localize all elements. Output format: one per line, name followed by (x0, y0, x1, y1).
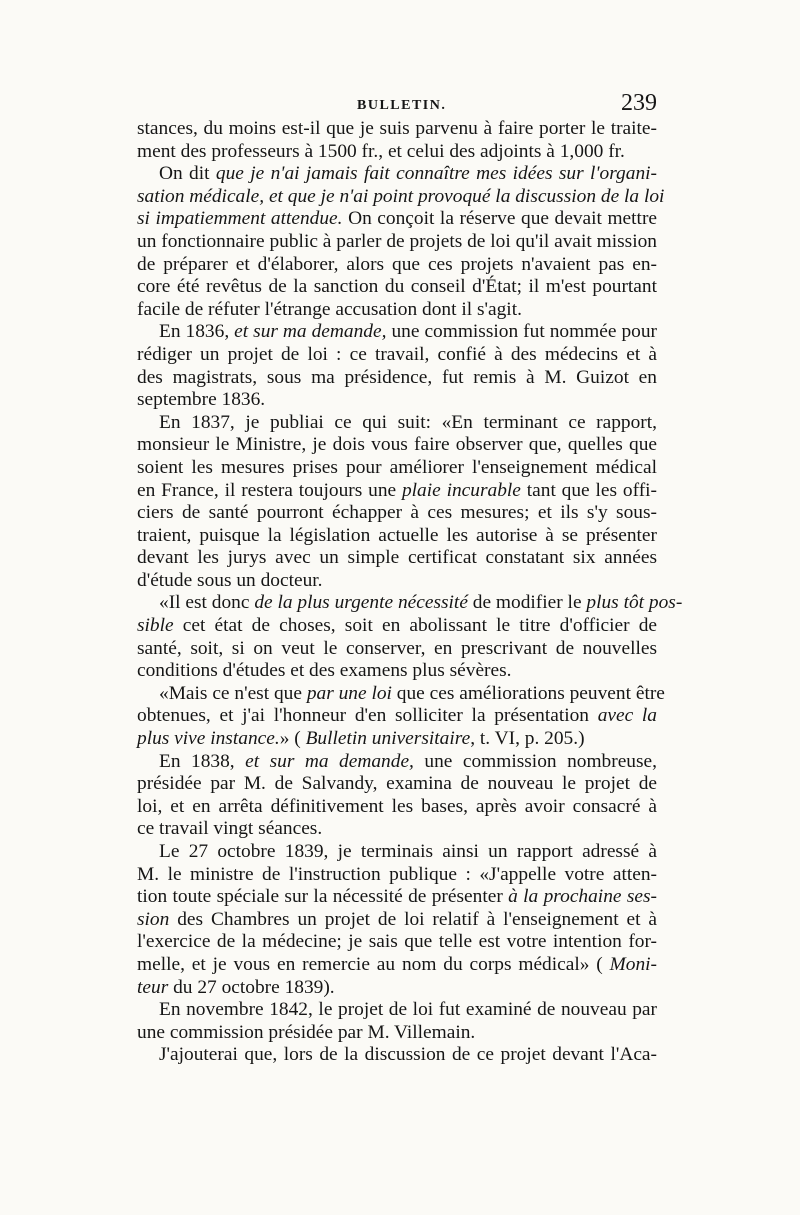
italic-text: sible (137, 615, 174, 637)
text-segment: des magistrats, sous ma présidence, fut remis à M. Guizot en (137, 366, 657, 388)
text-line (137, 457, 657, 480)
body-text (137, 118, 683, 1067)
text-line (137, 344, 657, 367)
italic-text: avec la (597, 705, 657, 727)
italic-text: sion (137, 908, 170, 930)
text-line (137, 480, 657, 503)
text-line (137, 1044, 657, 1067)
italic-text: et sur ma demande, (234, 321, 387, 343)
text-segment: ce travail vingt séances. (137, 818, 323, 840)
text-segment: stances, du moins est-il que je suis parvenu à faire porter le traite- (137, 118, 657, 139)
text-segment: tant que les offi- (520, 479, 657, 501)
text-segment: d'étude sous un docteur. (137, 569, 323, 591)
text-segment: de modifier le (467, 592, 587, 614)
text-segment: l'exercice de la médecine; je sais que telle est votre intention for- (137, 931, 657, 953)
text-segment: septembre 1836. (137, 389, 266, 411)
text-segment: En 1836, (159, 321, 235, 343)
italic-text: à la prochaine ses- (508, 886, 657, 908)
text-line (137, 208, 657, 231)
text-segment: tion toute spéciale sur la nécessité de présenter (137, 886, 509, 908)
text-line (137, 592, 683, 615)
text-line (137, 660, 657, 683)
text-line (137, 547, 657, 570)
text-segment: traient, puisque la législation actuelle les autorise à se présenter (137, 524, 657, 546)
text-line (137, 389, 657, 412)
text-line (137, 773, 657, 796)
text-segment: J'ajouterai que, lors de la discussion de ce projet devant l'Aca- (159, 1044, 657, 1066)
italic-text: que je n'ai jamais fait connaître mes idées sur l'organi- (215, 163, 657, 185)
text-line (137, 185, 665, 209)
text-segment: une commission nombreuse, (413, 750, 657, 772)
text-segment: M. le ministre de l'instruction publique : «J'appelle votre atten- (137, 863, 657, 885)
italic-text: par une loi (306, 682, 392, 704)
text-line (137, 977, 657, 1000)
text-line (137, 299, 657, 322)
text-line (137, 909, 657, 932)
text-segment: cet état de choses, soit en abolissant le titre d'officier de (173, 615, 657, 637)
text-segment: En 1837, je publiai ce qui suit: «En terminant ce rapport, (159, 411, 657, 433)
text-segment: «Mais ce n'est que (159, 682, 307, 704)
text-segment: présidée par M. de Salvandy, examina de nouveau le projet de (137, 773, 657, 795)
text-segment: des Chambres un projet de loi relatif à l'enseignement et à (169, 908, 657, 930)
text-line (137, 615, 657, 638)
text-line (137, 999, 657, 1022)
text-line (137, 502, 657, 525)
text-line (137, 728, 657, 751)
text-line (137, 954, 657, 977)
italic-text: Moni- (609, 953, 657, 975)
text-line (137, 412, 657, 435)
text-segment: facile de réfuter l'étrange accusation dont il s'agit. (137, 298, 522, 320)
text-line (137, 751, 657, 774)
italic-text: teur (137, 976, 169, 998)
text-segment: un fonctionnaire public à parler de projets de loi qu'il avait mission (137, 230, 657, 252)
text-segment: obtenues, et j'ai l'honneur d'en solliciter la présentation (137, 705, 598, 727)
text-segment: une commission présidée par M. Villemain. (137, 1021, 476, 1043)
text-segment: santé, soit, si on veut le conserver, en prescrivant de nouvelles (137, 637, 657, 659)
text-line (137, 163, 657, 186)
text-line (137, 864, 657, 887)
text-line (137, 1022, 657, 1045)
text-segment: ment des professeurs à 1500 fr., et celui des adjoints à 1,000 fr. (137, 140, 625, 162)
text-line (137, 321, 657, 344)
text-line (137, 254, 657, 277)
text-line (137, 276, 657, 299)
text-line (137, 118, 657, 141)
text-segment: » ( (279, 728, 306, 750)
text-line (137, 818, 657, 841)
italic-text: Bulletin universitaire (305, 728, 471, 750)
text-segment: rédiger un projet de loi : ce travail, confié à des médecins et à (137, 343, 657, 365)
text-line (137, 796, 657, 819)
text-segment: Le 27 octobre 1839, je terminais ainsi un rapport adressé à (159, 841, 657, 862)
text-segment: «Il est donc (159, 592, 255, 614)
text-line (137, 141, 657, 164)
text-line (137, 931, 657, 954)
text-segment: En novembre 1842, le projet de loi fut examiné de nouveau par (159, 999, 657, 1021)
text-segment: On conçoit la réserve que devait mettre (342, 208, 658, 230)
text-line (137, 638, 657, 661)
text-line (137, 886, 657, 909)
text-line (137, 570, 657, 593)
text-line (137, 231, 657, 254)
text-segment: ciers de santé pourront échapper à ces mesures; et ils s'y sous- (137, 502, 657, 524)
text-segment: On dit (159, 163, 216, 185)
page-number: 239 (621, 90, 657, 116)
text-line (137, 841, 657, 864)
text-line (137, 705, 657, 728)
text-segment: une commission fut nommée pour (386, 321, 657, 343)
italic-text: de la plus urgente nécessité (254, 592, 468, 614)
text-segment: en France, il restera toujours une (137, 479, 402, 501)
text-segment: monsieur le Ministre, je dois vous faire observer que, quelles que (137, 434, 657, 456)
text-segment: soient les mesures prises pour améliorer l'enseignement médical (137, 456, 657, 478)
page-header (137, 90, 657, 120)
text-segment: que ces améliorations peuvent être (391, 682, 665, 704)
text-line (137, 525, 657, 548)
italic-text: plus tôt pos- (586, 592, 683, 614)
text-segment: En 1838, (159, 750, 246, 772)
italic-text: plus vive instance. (137, 728, 280, 750)
italic-text: et sur ma demande, (245, 750, 414, 772)
italic-text: sation médicale, et que je n'ai point provoqué la discussion de la loi (137, 185, 665, 207)
running-title: BULLETIN. (357, 98, 447, 113)
text-segment: melle, et je vous en remercie au nom du corps médical» ( (137, 953, 610, 975)
text-segment: du 27 octobre 1839). (168, 976, 335, 998)
text-line (137, 682, 665, 706)
text-segment: loi, et en arrêta définitivement les bases, après avoir consacré à (137, 795, 657, 817)
text-segment: core été revêtus de la sanction du conseil d'État; il m'est pourtant (137, 276, 657, 298)
text-segment: de préparer et d'élaborer, alors que ces projets n'avaient pas en- (137, 253, 657, 275)
italic-text: plaie incurable (401, 479, 521, 501)
text-line (137, 367, 657, 390)
italic-text: si impatiemment attendue. (137, 208, 343, 230)
text-line (137, 434, 657, 457)
text-segment: , t. VI, p. 205.) (470, 728, 585, 750)
text-segment: conditions d'études et des examens plus sévères. (137, 660, 512, 682)
text-segment: devant les jurys avec un simple certificat constatant six années (137, 547, 657, 569)
